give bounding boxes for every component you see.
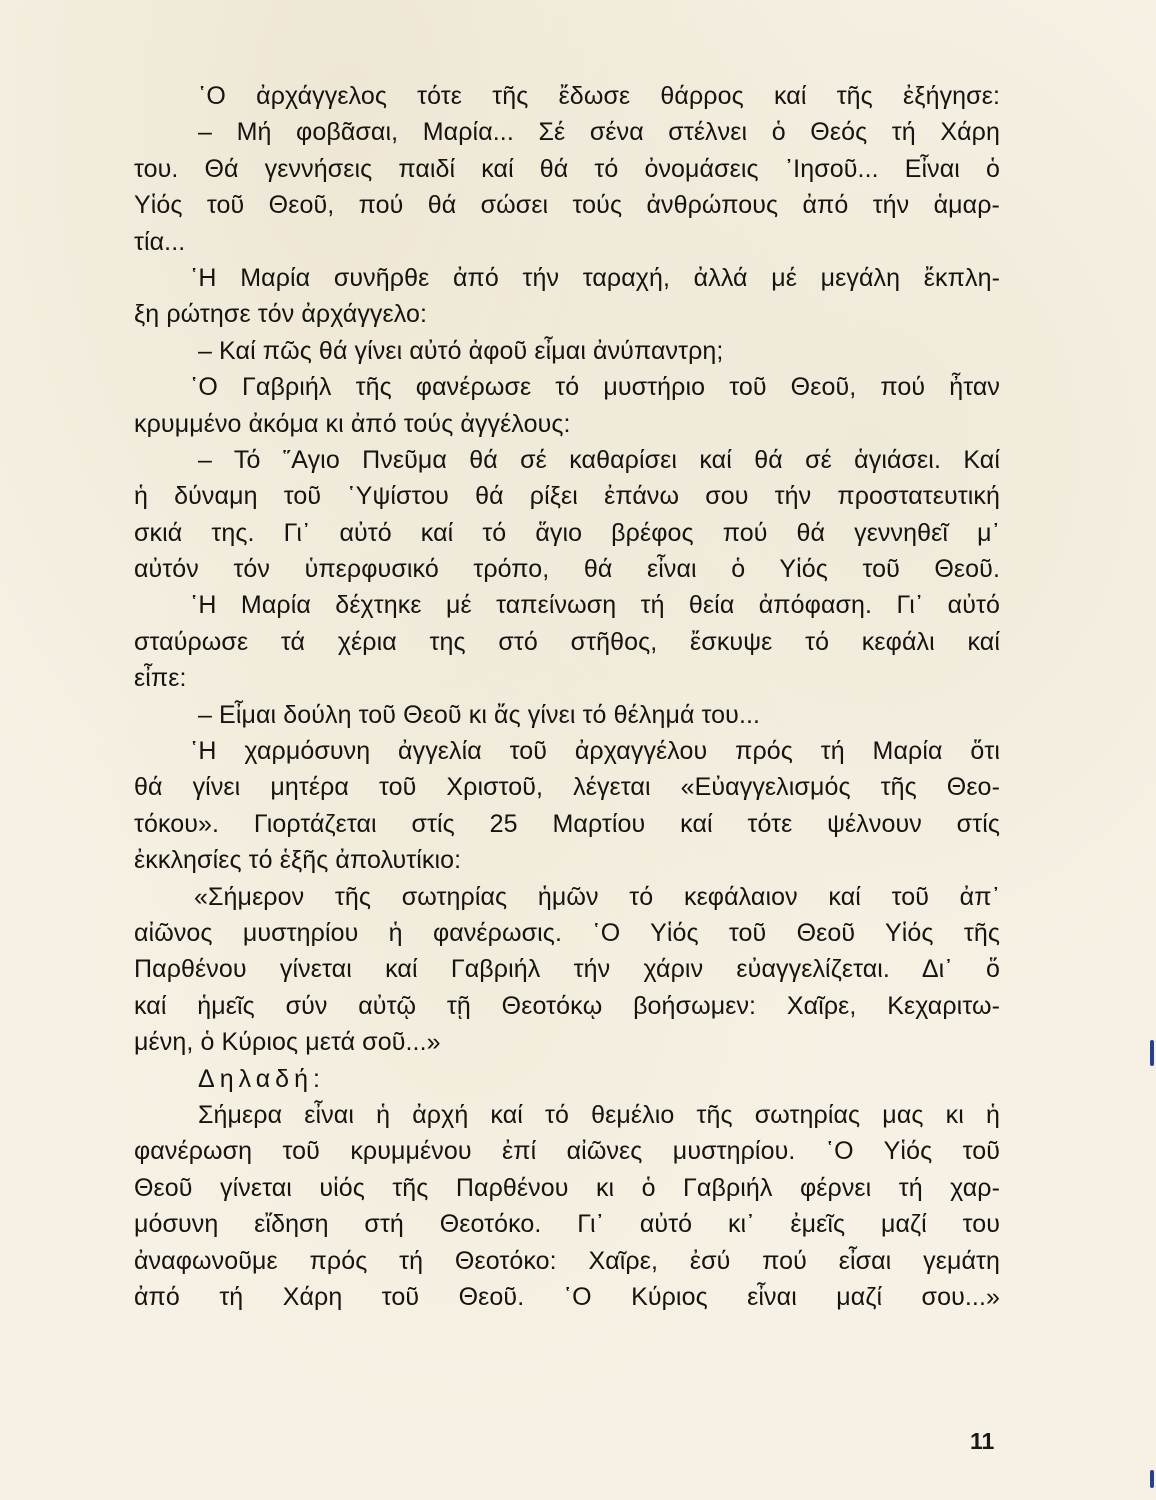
- text-line: ἀναφωνοῦμε πρός τή Θεοτόκο: Χαῖρε, ἐσύ πού εἶσαι γεμάτη: [134, 1246, 1000, 1275]
- text-line: εἶπε:: [134, 664, 187, 693]
- text-line: ῾Η Μαρία συνῆρθε ἀπό τήν ταραχή, ἀλλά μέ μεγάλη ἔκπλη-: [190, 263, 1000, 292]
- text-line: κρυμμένο ἀκόμα κι ἀπό τούς ἀγγέλους:: [134, 409, 571, 438]
- text-line: ἡ δύναμη τοῦ ῾Υψίστου θά ρίξει ἐπάνω σου τήν προστατευτική: [134, 482, 1000, 511]
- text-line: ῾Ο ἀρχάγγελος τότε τῆς ἔδωσε θάρρος καί τῆς ἐξήγησε:: [198, 82, 1000, 110]
- text-line: Παρθένου γίνεται καί Γαβριήλ τήν χάριν εὐαγγελίζεται. Δι᾽ ὅ: [134, 955, 1000, 984]
- text-line: Σήμερα εἶναι ἡ ἀρχή καί τό θεμέλιο τῆς σωτηρίας μας κι ἡ: [198, 1100, 1000, 1129]
- text-line: σταύρωσε τά χέρια της στό στῆθος, ἔσκυψε τό κεφάλι καί: [134, 627, 1000, 656]
- text-line: μόσυνη εἴδηση στή Θεοτόκο. Γι᾽ αὐτό κι᾽ ἐμεῖς μαζί του: [134, 1210, 1000, 1239]
- text-line: «Σήμερον τῆς σωτηρίας ἡμῶν τό κεφάλαιον καί τοῦ ἀπ᾽: [194, 882, 1000, 911]
- text-line: τόκου». Γιορτάζεται στίς 25 Μαρτίου καί τότε ψέλνουν στίς: [134, 809, 1000, 838]
- text-line: ξη ρώτησε τόν ἀρχάγγελο:: [134, 300, 428, 329]
- text-line: σκιά της. Γι᾽ αὐτό καί τό ἅγιο βρέφος πού θά γεννηθεῖ μ᾽: [134, 518, 1000, 547]
- text-line: ῾Η Μαρία δέχτηκε μέ ταπείνωση τή θεία ἀπόφαση. Γι᾽ αὐτό: [190, 591, 1000, 620]
- scan-edge-mark: [1150, 1470, 1154, 1488]
- text-line: ῾Η χαρμόσυνη ἀγγελία τοῦ ἀρχαγγέλου πρός τή Μαρία ὅτι: [190, 737, 1000, 766]
- text-line: – Μή φοβᾶσαι, Μαρία... Σέ σένα στέλνει ὁ Θεός τή Χάρη: [198, 118, 1000, 147]
- text-line: τία...: [134, 227, 186, 256]
- text-line: ἀπό τή Χάρη τοῦ Θεοῦ. ῾Ο Κύριος εἶναι μαζί σου...»: [134, 1282, 1000, 1311]
- text-line: φανέρωση τοῦ κρυμμένου ἐπί αἰῶνες μυστηρίου. ῾Ο Υἱός τοῦ: [134, 1137, 1000, 1166]
- text-line: καί ἡμεῖς σύν αὐτῷ τῇ Θεοτόκῳ βοήσωμεν: Χαῖρε, Κεχαριτω-: [134, 991, 1000, 1020]
- text-line: ῾Ο Γαβριήλ τῆς φανέρωσε τό μυστήριο τοῦ Θεοῦ, πού ἦταν: [190, 373, 1000, 402]
- body-text: [134, 78, 1000, 1315]
- text-line: αὐτόν τόν ὑπερφυσικό τρόπο, θά εἶναι ὁ Υἱός τοῦ Θεοῦ.: [134, 555, 1000, 584]
- text-line: Θεοῦ γίνεται υἱός τῆς Παρθένου κι ὁ Γαβριήλ φέρνει τή χαρ-: [134, 1173, 1000, 1202]
- scan-edge-mark: [1150, 1040, 1154, 1066]
- text-line: θά γίνει μητέρα τοῦ Χριστοῦ, λέγεται «Εὐαγγελισμός τῆς Θεο-: [134, 773, 1000, 802]
- text-line: – Τό ῞Αγιο Πνεῦμα θά σέ καθαρίσει καί θά σέ ἁγιάσει. Καί: [198, 445, 1000, 474]
- page-number: 11: [970, 1428, 995, 1454]
- text-line: ἐκκλησίες τό ἑξῆς ἀπολυτίκιο:: [134, 846, 462, 875]
- text-line: αἰῶνος μυστηρίου ἡ φανέρωσις. ῾Ο Υἱός τοῦ Θεοῦ Υἱός τῆς: [134, 918, 1000, 947]
- text-line: Υἱός τοῦ Θεοῦ, πού θά σώσει τούς ἀνθρώπους ἀπό τήν ἁμαρ-: [134, 191, 1000, 220]
- text-line: μένη, ὁ Κύριος μετά σοῦ...»: [134, 1028, 441, 1057]
- text-line: Δηλαδή:: [198, 1064, 325, 1093]
- text-line: – Εἶμαι δούλη τοῦ Θεοῦ κι ἄς γίνει τό θέλημά του...: [198, 700, 761, 729]
- text-line: του. Θά γεννήσεις παιδί καί θά τό ὀνομάσεις ᾽Ιησοῦ... Εἶναι ὁ: [134, 154, 1000, 183]
- text-line: – Καί πῶς θά γίνει αὐτό ἀφοῦ εἶμαι ἀνύπαντρη;: [198, 336, 724, 365]
